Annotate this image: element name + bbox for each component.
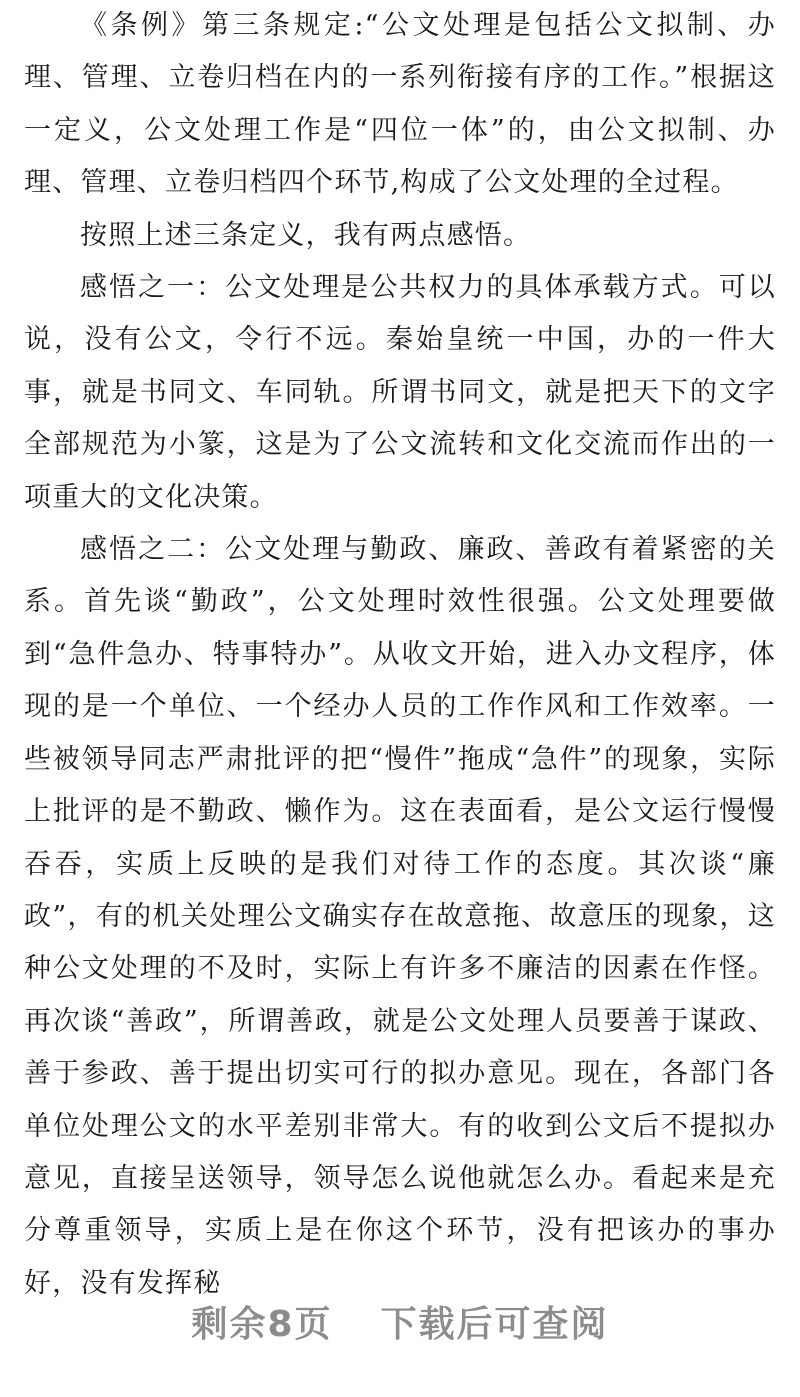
download-prompt[interactable] [0, 1296, 800, 1347]
paragraph-regulation-article-3: 《条例》第三条规定:“公文处理是包括公文拟制、办理、管理、立卷归档在内的一系列衔接有序的工作。”根据这一定义，公文处理工作是“四位一体”的，由公文拟制、办理、管理、立卷归档四个环节,构成了公文处理的全过程。 [24, 10, 776, 199]
document-body [24, 0, 776, 1310]
remaining-pages-label: 剩余8页 [191, 1304, 333, 1345]
paragraph-insight-one: 感悟之一：公文处理是公共权力的具体承载方式。可以说，没有公文，令行不远。秦始皇统一中国，办的一件大事，就是书同文、车同轨。所谓书同文，就是把天下的文字全部规范为小篆，这是为了公文流转和文化交流而作出的一项重大的文化决策。 [24, 272, 776, 513]
download-to-view-label: 下载后可查阅 [380, 1304, 609, 1345]
paragraph-insight-two: 感悟之二：公文处理与勤政、廉政、善政有着紧密的关系。首先谈“勤政”，公文处理时效性很强。公文处理要做到“急件急办、特事特办”。从收文开始，进入办文程序，体现的是一个单位、一个经办人员的工作作风和工作效率。一些被领导同志严肃批评的把“慢件”拖成“急件”的现象，实际上批评的是不勤政、懒作为。这在表面看，是公文运行慢慢吞吞，实质上反映的是我们对待工作的态度。其次谈“廉政”，有的机关处理公文确实存在故意拖、故意压的现象，这种公文处理的不及时，实际上有许多不廉洁的因素在作怪。再次谈“善政”，所谓善政，就是公文处理人员要善于谋政、善于参政、善于提出切实可行的拟办意见。现在，各部门各单位处理公文的水平差别非常大。有的收到公文后不提拟办意见，直接呈送领导，领导怎么说他就怎么办。看起来是充分尊重领导，实质上是在你这个环节，没有把该办的事办好，没有发挥秘 [24, 534, 776, 1299]
paragraph-two-insights-intro: 按照上述三条定义，我有两点感悟。 [80, 219, 532, 251]
